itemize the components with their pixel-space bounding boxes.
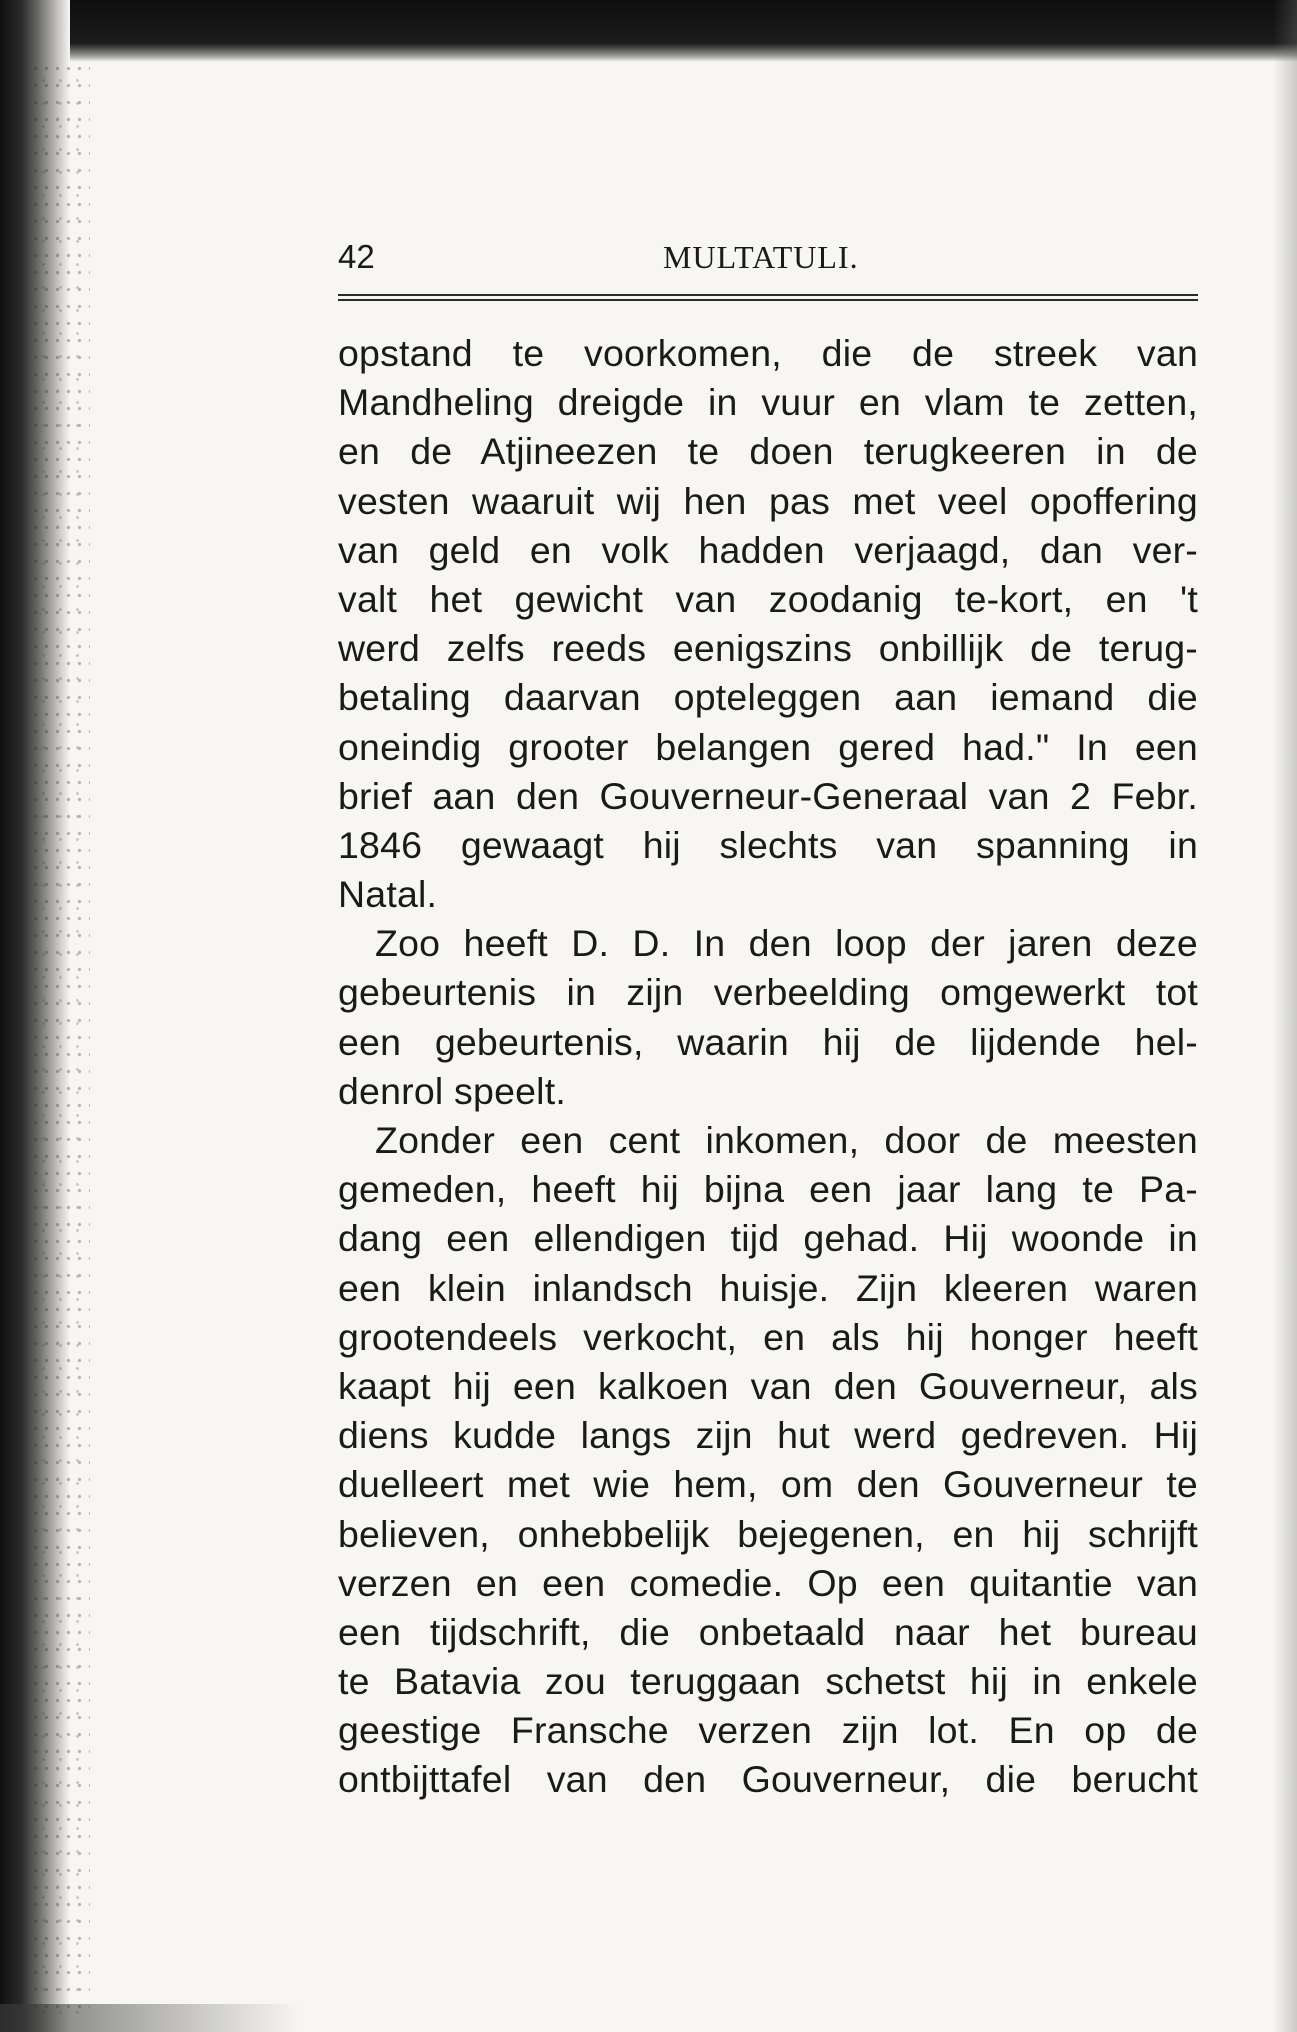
text-line: kaapt hij een kalkoen van den Gouverneur, als: [338, 1364, 1198, 1407]
text-line: Zonder een cent inkomen, door de meesten: [375, 1119, 1198, 1161]
scan-edge-bottom: [0, 2004, 300, 2032]
text-line: brief aan den Gouverneur-Generaal van 2 Febr.: [338, 774, 1198, 817]
page-number: 42: [338, 238, 375, 275]
text-line: ontbijttafel van den Gouverneur, die berucht: [338, 1758, 1198, 1801]
text-line: Mandheling dreigde in vuur en vlam te zetten,: [338, 381, 1198, 424]
running-title: MULTATULI.: [663, 239, 859, 275]
text-line: denrol speelt.: [338, 1069, 566, 1112]
text-line: een tijdschrift, die onbetaald naar het bureau: [338, 1610, 1198, 1653]
scan-edge-right: [1273, 0, 1297, 2032]
text-line: believen, onhebbelijk bejegenen, en hij schrijft: [338, 1512, 1198, 1555]
page-header: [338, 230, 1198, 284]
text-line: oneindig grooter belangen gered had." In een: [338, 725, 1198, 768]
text-line: valt het gewicht van zoodanig te-kort, en 't: [338, 577, 1198, 620]
text-line: grootendeels verkocht, en als hij honger heeft: [338, 1315, 1198, 1358]
header-rule: [338, 294, 1198, 301]
text-line: diens kudde langs zijn hut werd gedreven. Hij: [338, 1414, 1198, 1457]
text-line: gemeden, heeft hij bijna een jaar lang te Pa-: [338, 1168, 1198, 1211]
text-line: verzen en een comedie. Op een quitantie van: [338, 1561, 1198, 1604]
text-line: betaling daarvan opteleggen aan iemand die: [338, 676, 1198, 719]
text-line: geestige Fransche verzen zijn lot. En op de: [338, 1709, 1198, 1752]
text-line: een klein inlandsch huisje. Zijn kleeren waren: [338, 1266, 1198, 1309]
text-line: Natal.: [338, 873, 438, 916]
text-line: vesten waaruit wij hen pas met veel opoffering: [338, 479, 1198, 522]
text-line: duelleert met wie hem, om den Gouverneur te: [338, 1463, 1198, 1506]
scan-speckle: [30, 60, 90, 2020]
text-line: gebeurtenis in zijn verbeelding omgewerkt tot: [338, 971, 1198, 1014]
text-line: te Batavia zou teruggaan schetst hij in enkele: [338, 1660, 1198, 1703]
book-page: [338, 230, 1198, 1805]
text-line: dang een ellendigen tijd gehad. Hij woonde in: [338, 1217, 1198, 1260]
text-line: 1846 gewaagt hij slechts van spanning in: [338, 823, 1198, 866]
text-line: en de Atjineezen te doen terugkeeren in de: [338, 430, 1198, 473]
text-line: werd zelfs reeds eenigszins onbillijk de terug-: [338, 627, 1198, 670]
text-line: opstand te voorkomen, die de streek van: [338, 332, 1198, 374]
text-line: een gebeurtenis, waarin hij de lijdende hel-: [338, 1020, 1198, 1063]
text-line: van geld en volk hadden verjaagd, dan ver-: [338, 528, 1198, 571]
scan-border-top: [0, 0, 1297, 62]
text-line: Zoo heeft D. D. In den loop der jaren deze: [375, 922, 1198, 965]
body-text: [338, 329, 1198, 1805]
